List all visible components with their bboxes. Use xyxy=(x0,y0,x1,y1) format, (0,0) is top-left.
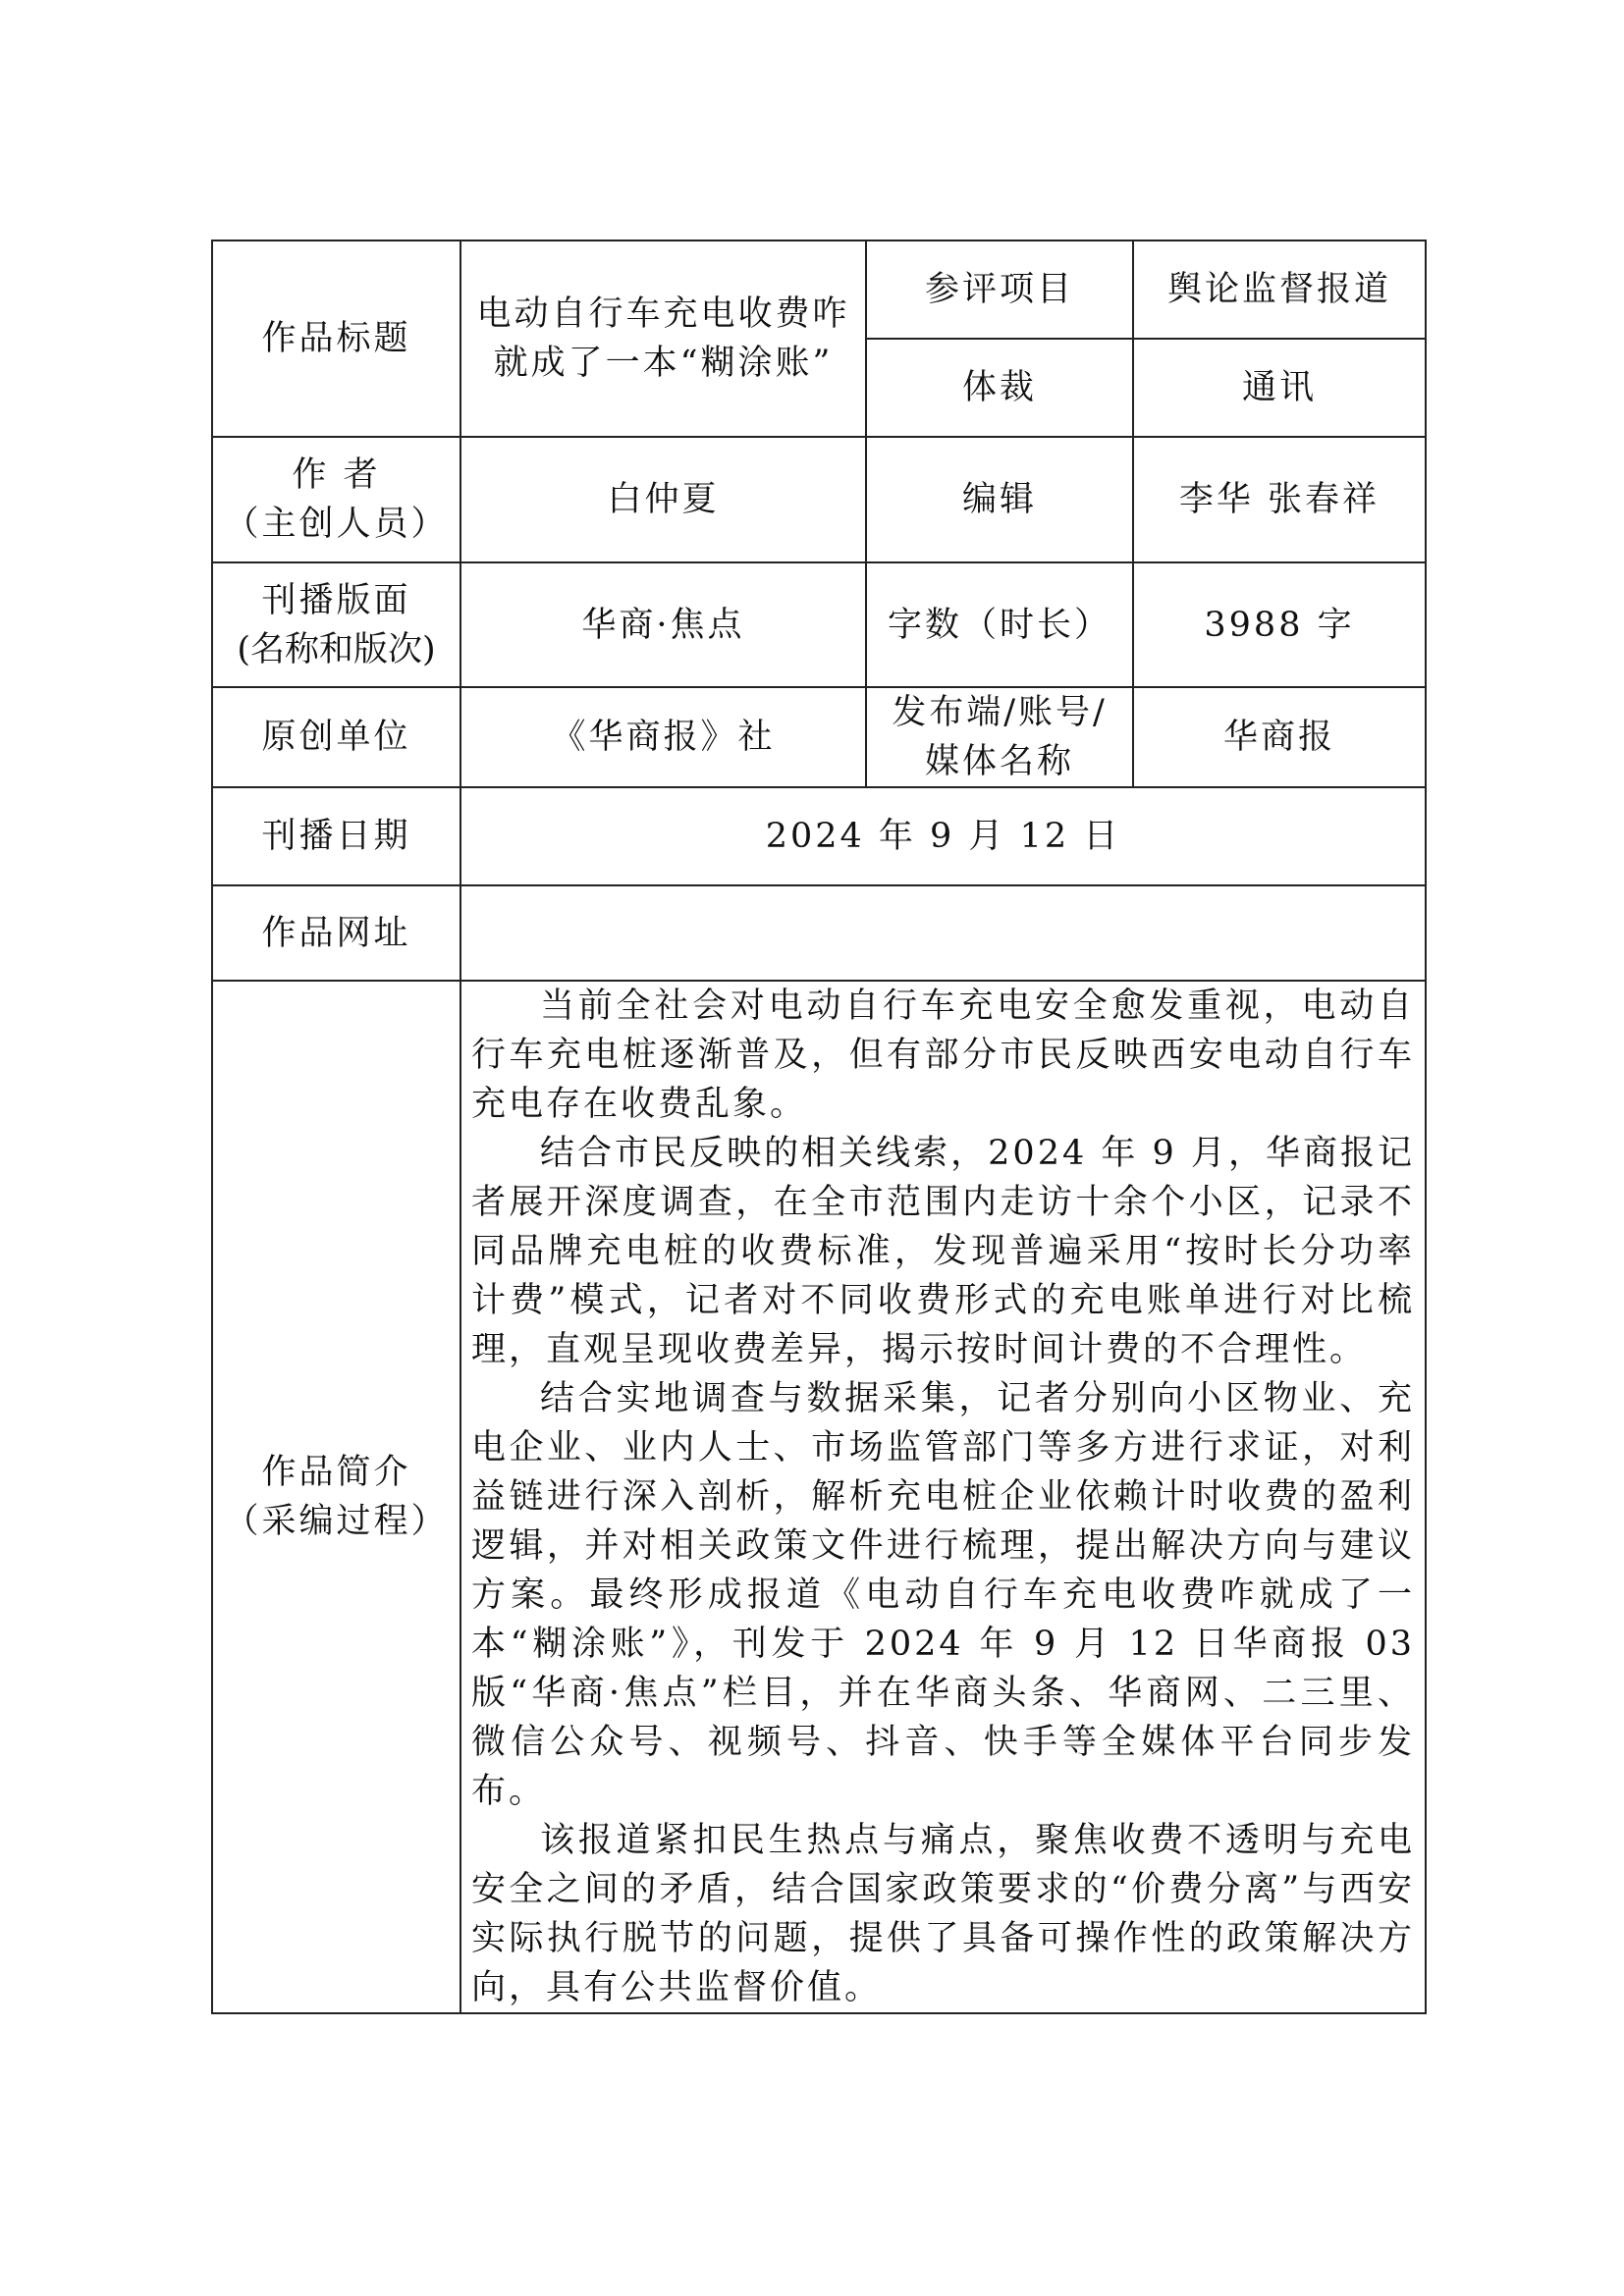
section-label-line2: (名称和版次) xyxy=(237,629,436,669)
genre-label: 体裁 xyxy=(866,339,1133,437)
publisher-label-line2: 媒体名称 xyxy=(924,742,1074,781)
unit-label: 原创单位 xyxy=(212,687,460,787)
url-value xyxy=(460,885,1426,981)
intro-paragraph: 结合实地调查与数据采集，记者分别向小区物业、充电企业、业内人士、市场监管部门等多方进行求证，对利益链进行深入剖析，解析充电桩企业依赖计时收费的盈利逻辑，并对相关政策文件进行梳理，提出解决方向与建议方案。最终形成报道《电动自行车充电收费咋就成了一本“糊涂账”》，刊发于 2024 年 9 月 12 日华商报 03 版“华商·焦点”栏目，并在华商头条、华商网、二三里、微信公众号、视频号、抖音、快手等全媒体平台同步发布。 xyxy=(471,1379,1415,1811)
entry-form-table xyxy=(211,240,1427,2014)
url-label: 作品网址 xyxy=(212,885,460,981)
date-value: 2024 年 9 月 12 日 xyxy=(460,787,1426,885)
author-label-line2: （主创人员） xyxy=(224,505,449,544)
title-label: 作品标题 xyxy=(212,240,460,437)
publisher-label xyxy=(866,687,1133,787)
wordcount-label: 字数（时长） xyxy=(866,562,1133,687)
intro-text xyxy=(460,981,1426,2013)
section-label-line1: 刊播版面 xyxy=(261,580,411,620)
section-value: 华商·焦点 xyxy=(460,562,866,687)
entry-label: 参评项目 xyxy=(866,240,1133,339)
genre-value: 通讯 xyxy=(1133,339,1426,437)
publisher-label-line1: 发布端/账号/ xyxy=(892,693,1108,732)
editor-label: 编辑 xyxy=(866,437,1133,562)
title-value: 电动自行车充电收费咋就成了一本“糊涂账” xyxy=(460,240,866,437)
section-label xyxy=(212,562,460,687)
intro-label-line1: 作品简介 xyxy=(261,1453,411,1492)
intro-paragraph: 当前全社会对电动自行车充电安全愈发重视，电动自行车充电桩逐渐普及，但有部分市民反映西安电动自行车充电存在收费乱象。 xyxy=(471,987,1415,1124)
author-label-line1: 作 者 xyxy=(292,455,381,495)
wordcount-value: 3988 字 xyxy=(1133,562,1426,687)
author-label xyxy=(212,437,460,562)
intro-paragraph: 结合市民反映的相关线索，2024 年 9 月，华商报记者展开深度调查，在全市范围内走访十余个小区，记录不同品牌充电桩的收费标准，发现普遍采用“按时长分功率计费”模式，记者对不同收费形式的充电账单进行对比梳理，直观呈现收费差异，揭示按时间计费的不合理性。 xyxy=(471,1134,1415,1369)
publisher-value: 华商报 xyxy=(1133,687,1426,787)
unit-value: 《华商报》社 xyxy=(460,687,866,787)
entry-value: 舆论监督报道 xyxy=(1133,240,1426,339)
date-label: 刊播日期 xyxy=(212,787,460,885)
intro-label-line2: （采编过程） xyxy=(224,1502,449,1541)
author-value: 白仲夏 xyxy=(460,437,866,562)
intro-paragraph: 该报道紧扣民生热点与痛点，聚焦收费不透明与充电安全之间的矛盾，结合国家政策要求的“价费分离”与西安实际执行脱节的问题，提供了具备可操作性的政策解决方向，具有公共监督价值。 xyxy=(471,1821,1415,2007)
editor-value: 李华 张春祥 xyxy=(1133,437,1426,562)
intro-label xyxy=(212,981,460,2013)
